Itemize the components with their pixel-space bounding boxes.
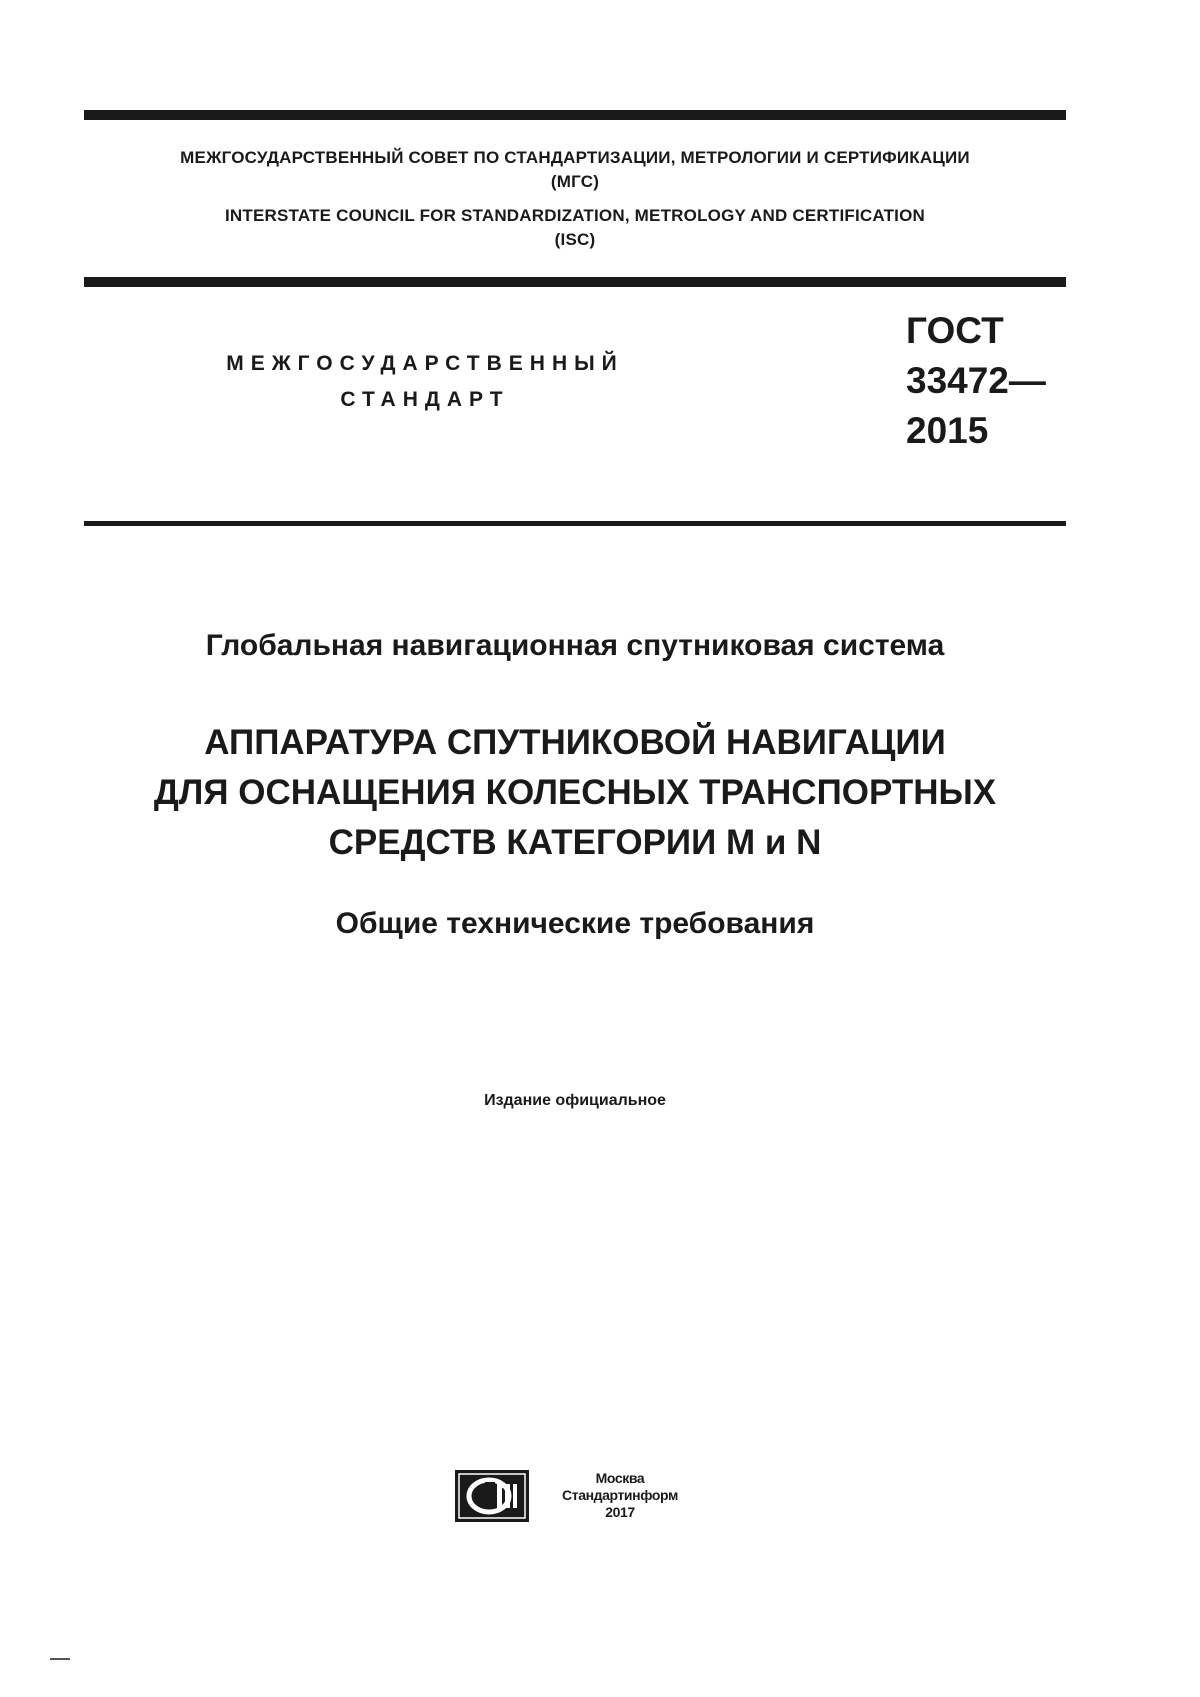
main-title bbox=[84, 718, 1066, 868]
corner-mark bbox=[50, 1658, 70, 1660]
standard-type-line1: МЕЖГОСУДАРСТВЕННЫЙ bbox=[226, 352, 624, 375]
standartinform-logo-icon bbox=[455, 1470, 529, 1522]
council-russian-abbr: (МГС) bbox=[550, 172, 600, 191]
council-english-abbr: (ISC) bbox=[554, 230, 596, 249]
main-title-line3: СРЕДСТВ КАТЕГОРИИ М и N bbox=[328, 823, 822, 862]
top-divider bbox=[84, 110, 1066, 120]
main-title-line1: АППАРАТУРА СПУТНИКОВОЙ НАВИГАЦИИ bbox=[204, 723, 946, 762]
publisher-info bbox=[540, 1470, 700, 1521]
publisher-year: 2017 bbox=[605, 1504, 635, 1520]
council-english bbox=[84, 204, 1066, 252]
main-title-line2: ДЛЯ ОСНАЩЕНИЯ КОЛЕСНЫХ ТРАНСПОРТНЫХ bbox=[153, 773, 997, 812]
edition-label: Издание официальное bbox=[484, 1092, 666, 1109]
standard-type bbox=[180, 346, 670, 418]
series-title: Глобальная навигационная спутниковая система bbox=[205, 629, 945, 662]
gost-number: 33472— bbox=[906, 360, 1046, 401]
council-english-name: INTERSTATE COUNCIL FOR STANDARDIZATION, METROLOGY AND CERTIFICATION bbox=[225, 206, 925, 225]
council-russian bbox=[84, 146, 1066, 194]
subtitle: Общие технические требования bbox=[335, 907, 815, 940]
bottom-divider bbox=[84, 521, 1066, 526]
council-russian-name: МЕЖГОСУДАРСТВЕННЫЙ СОВЕТ ПО СТАНДАРТИЗАЦИИ, МЕТРОЛОГИИ И СЕРТИФИКАЦИИ bbox=[180, 148, 970, 167]
publisher-city: Москва bbox=[595, 1470, 645, 1486]
gost-prefix: ГОСТ bbox=[906, 310, 1004, 351]
gost-designation bbox=[906, 306, 1046, 456]
middle-divider bbox=[84, 277, 1066, 287]
gost-year: 2015 bbox=[906, 410, 989, 451]
standard-type-line2: СТАНДАРТ bbox=[340, 388, 510, 411]
publisher-name: Стандартинформ bbox=[562, 1487, 678, 1503]
